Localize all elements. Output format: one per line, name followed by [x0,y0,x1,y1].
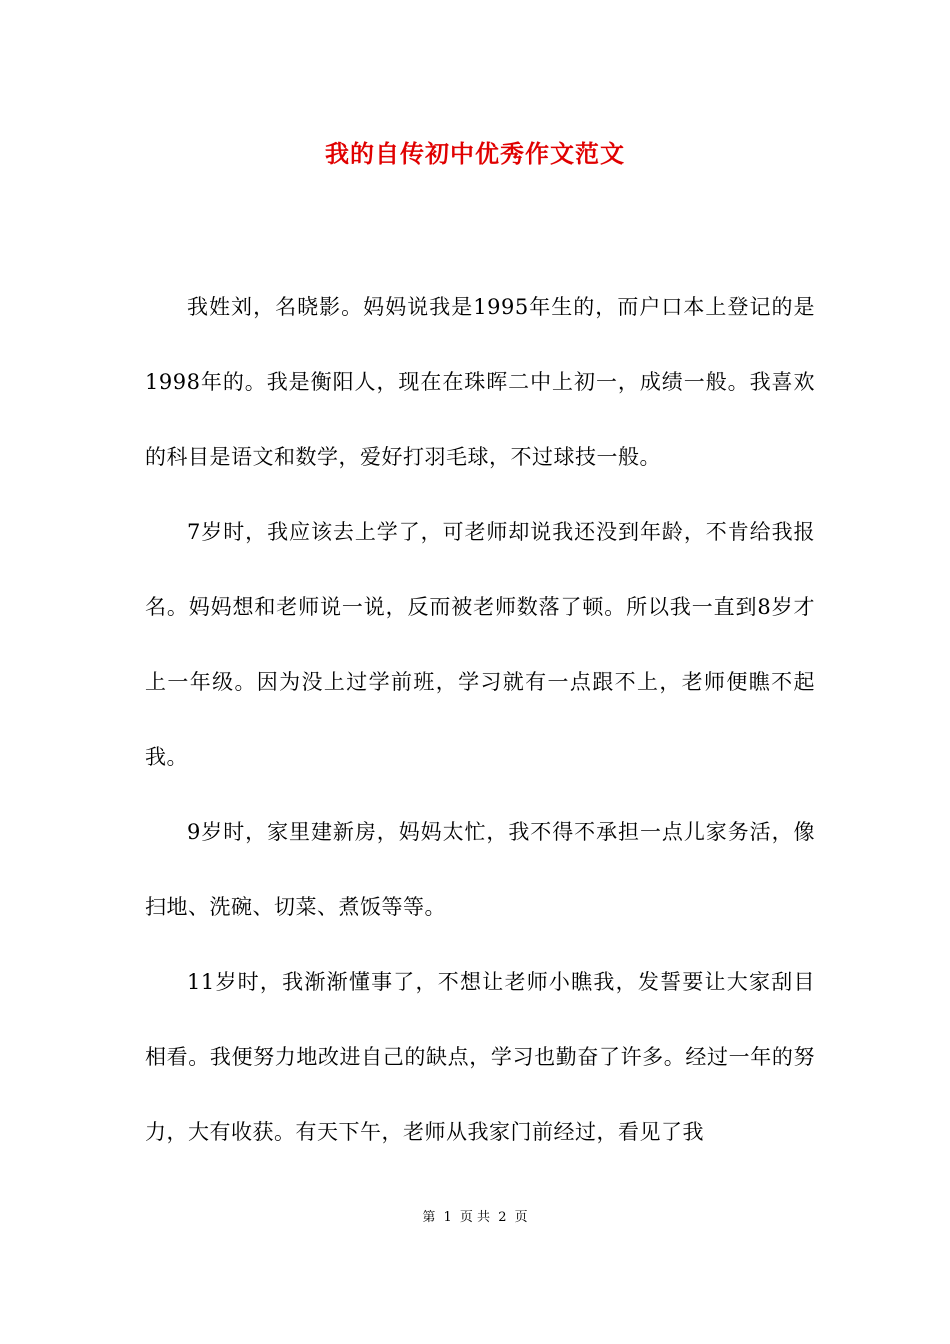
page-suffix: 页 [514,1210,528,1225]
paragraph-1: 我姓刘，名晓影。妈妈说我是1995年生的，而户口本上登记的是1998年的。我是衡阳人，现在在珠晖二中上初一，成绩一般。我喜欢的科目是语文和数学，爱好打羽毛球，不过球技一般。 [145,295,815,469]
page-mid-text: 页 共 [459,1210,491,1225]
page-prefix: 第 [422,1210,436,1225]
page-total-number: 2 [498,1210,507,1225]
paragraph-4: 11岁时，我渐渐懂事了，不想让老师小瞧我，发誓要让大家刮目相看。我便努力地改进自己的缺点，学习也勤奋了许多。经过一年的努力，大有收获。有天下午，老师从我家门前经过，看见了我 [145,970,815,1144]
paragraph-2: 7岁时，我应该去上学了，可老师却说我还没到年龄，不肯给我报名。妈妈想和老师说一说，反而被老师数落了顿。所以我一直到8岁才上一年级。因为没上过学前班，学习就有一点跟不上，老师便瞧不起我。 [145,520,815,769]
page-current-number: 1 [443,1210,452,1225]
document-body [145,270,815,1170]
paragraph-3: 9岁时，家里建新房，妈妈太忙，我不得不承担一点儿家务活，像扫地、洗碗、切菜、煮饭等等。 [145,820,815,919]
page-footer [0,1208,950,1228]
document-title: 我的自传初中优秀作文范文 [325,139,625,168]
